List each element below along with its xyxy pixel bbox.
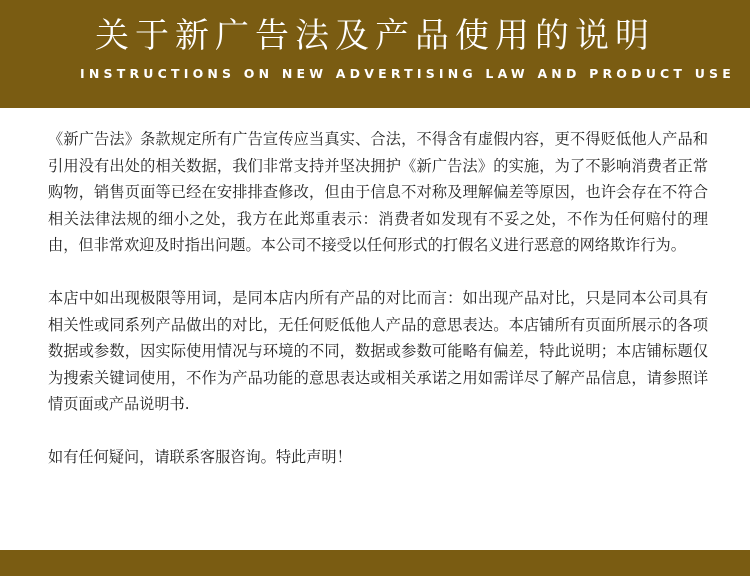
footer-bar: [0, 550, 750, 576]
page-subtitle: INSTRUCTIONS ON NEW ADVERTISING LAW AND PRODUCT USE: [80, 66, 735, 81]
notice-body: [48, 126, 708, 471]
paragraph-contact-statement: 如有任何疑问，请联系客服咨询。特此声明！: [48, 447, 352, 466]
header-banner: [0, 0, 750, 108]
paragraph-comparison-statement: 本店中如出现极限等用词，是同本店内所有产品的对比而言：如出现产品对比，只是同本公司具有相关性或同系列产品做出的对比，无任何贬低他人产品的意思表达。本店铺所有页面所展示的各项数据或参数，因实际使用情况与环境的不同，数据或参数可能略有偏差，特此说明；本店铺标题仅为搜索关键词使用，不作为产品功能的意思表达或相关承诺之用如需详尽了解产品信息，请参照详情页面或产品说明书.: [48, 288, 708, 414]
paragraph-advertising-law: 《新广告法》条款规定所有广告宣传应当真实、合法，不得含有虚假内容，更不得贬低他人产品和引用没有出处的相关数据，我们非常支持并坚决拥护《新广告法》的实施，为了不影响消费者正常购物，销售页面等已经在安排排查修改，但由于信息不对称及理解偏差等原因，也许会存在不符合相关法律法规的细小之处，我方在此郑重表示：消费者如发现有不妥之处，不作为任何赔付的理由，但非常欢迎及时指出问题。本公司不接受以任何形式的打假名义进行恶意的网络欺诈行为。: [48, 130, 708, 255]
page-title: 关于新广告法及产品使用的说明: [95, 16, 655, 56]
